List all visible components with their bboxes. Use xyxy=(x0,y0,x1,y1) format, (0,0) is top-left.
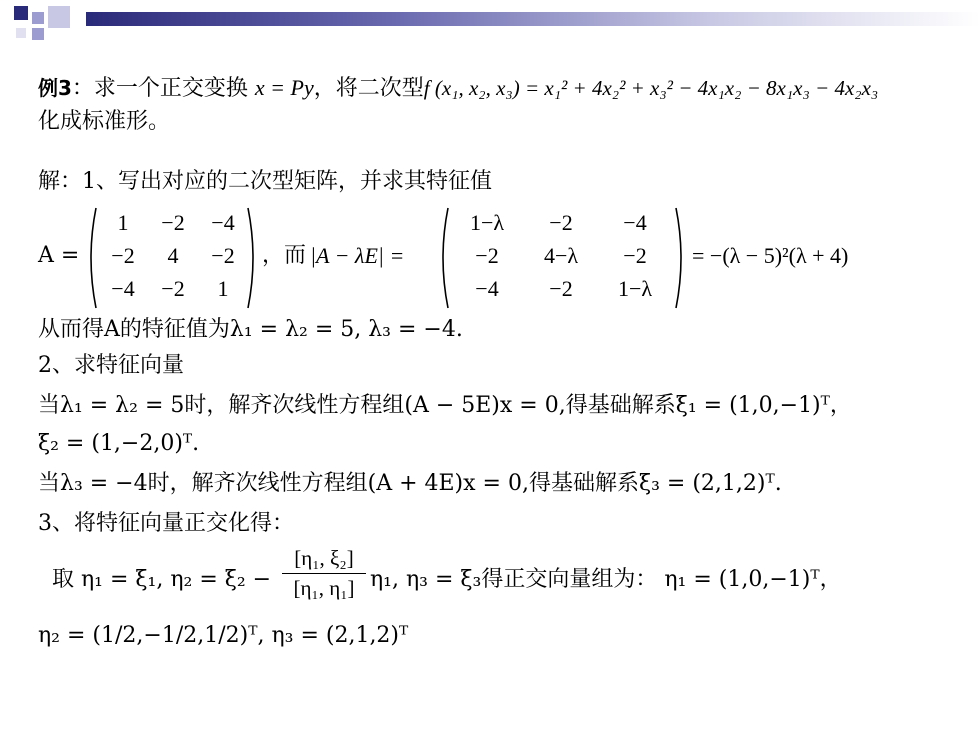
matrix-a xyxy=(84,206,260,310)
left-paren-icon xyxy=(436,206,450,310)
determinant-result: = −(λ − 5)²(λ + 4) xyxy=(692,243,849,268)
matrix-cell: 4 xyxy=(167,243,179,268)
transform-expr: x = Py xyxy=(254,75,314,100)
matrix-cell: 1 xyxy=(217,276,229,301)
matrix-cell: 4−λ xyxy=(543,243,579,268)
solution-step-1: 解：1、写出对应的二次型矩阵，并求其特征值 xyxy=(38,169,492,194)
slide-logo-squares xyxy=(14,6,86,52)
eigenvector-line-1: 当λ₁ = λ₂ = 5时，解齐次线性方程组(A − 5E)x = 0,得基础解系ξ₁ = (1,0,−1)ᵀ， xyxy=(38,393,852,418)
matrix-cell: −2 xyxy=(475,243,499,268)
determinant-label: |A − λE| = xyxy=(310,243,405,268)
matrix-a-connector: ，而 xyxy=(262,243,307,268)
header-gradient-bar xyxy=(86,12,980,26)
fraction xyxy=(282,546,366,601)
example-text: ：求一个正交变换 xyxy=(71,76,255,101)
example-number: 例3 xyxy=(38,76,72,100)
matrix-cell: −4 xyxy=(623,210,647,235)
solution-step-3: 3、将特征向量正交化得： xyxy=(38,511,294,536)
matrix-cell: −2 xyxy=(161,210,185,235)
eigenvector-line-2: ξ₂ = (1,−2,0)ᵀ. xyxy=(38,431,200,456)
matrix-cell: −2 xyxy=(623,243,647,268)
eigenvalues-line: 从而得A的特征值为λ₁ = λ₂ = 5, λ₃ = −4. xyxy=(38,317,463,342)
matrix-cell: 1−λ xyxy=(617,276,653,301)
right-paren-icon xyxy=(674,206,688,310)
orthogonalization-start: 取 η₁ = ξ₁, η₂ = ξ₂ − xyxy=(52,567,272,592)
fraction-denominator: [η₁, η₁] xyxy=(293,576,355,600)
determinant-matrix xyxy=(436,206,688,310)
fraction-numerator: [η₁, ξ₂] xyxy=(294,546,354,570)
matrix-a-label: A = xyxy=(38,243,80,268)
matrix-cell: −2 xyxy=(549,276,573,301)
fraction-bar xyxy=(282,573,366,574)
example-title-line-2: 化成标准形。 xyxy=(38,109,171,134)
matrix-cell: −2 xyxy=(211,243,235,268)
eigenvector-line-3: 当λ₃ = −4时，解齐次线性方程组(A + 4E)x = 0,得基础解系ξ₃ = (2,1,2)ᵀ. xyxy=(38,471,782,496)
example-text-mid: ，将二次型 xyxy=(313,76,424,101)
matrix-cell: −2 xyxy=(111,243,135,268)
matrix-cell: −4 xyxy=(111,276,135,301)
matrix-cell: −4 xyxy=(475,276,499,301)
matrix-cell: 1 xyxy=(117,210,129,235)
matrix-cell: −4 xyxy=(211,210,235,235)
matrix-cell: 1−λ xyxy=(469,210,505,235)
right-paren-icon xyxy=(246,206,260,310)
solution-step-2: 2、求特征向量 xyxy=(38,353,184,378)
orthogonal-vectors-line: η₂ = (1/2,−1/2,1/2)ᵀ, η₃ = (2,1,2)ᵀ xyxy=(38,623,409,648)
matrix-cell: −2 xyxy=(549,210,573,235)
quadratic-form-expr: f (x₁, x₂, x₃) = x₁² + 4x₂² + x₃² − 4x₁x₂ − 8x₁x₃ − 4x₂x₃ xyxy=(423,76,879,100)
left-paren-icon xyxy=(84,206,98,310)
matrix-cell: −2 xyxy=(161,276,185,301)
example-title-line xyxy=(38,74,878,103)
orthogonalization-end: η₁, η₃ = ξ₃得正交向量组为： η₁ = (1,0,−1)ᵀ， xyxy=(370,567,842,592)
